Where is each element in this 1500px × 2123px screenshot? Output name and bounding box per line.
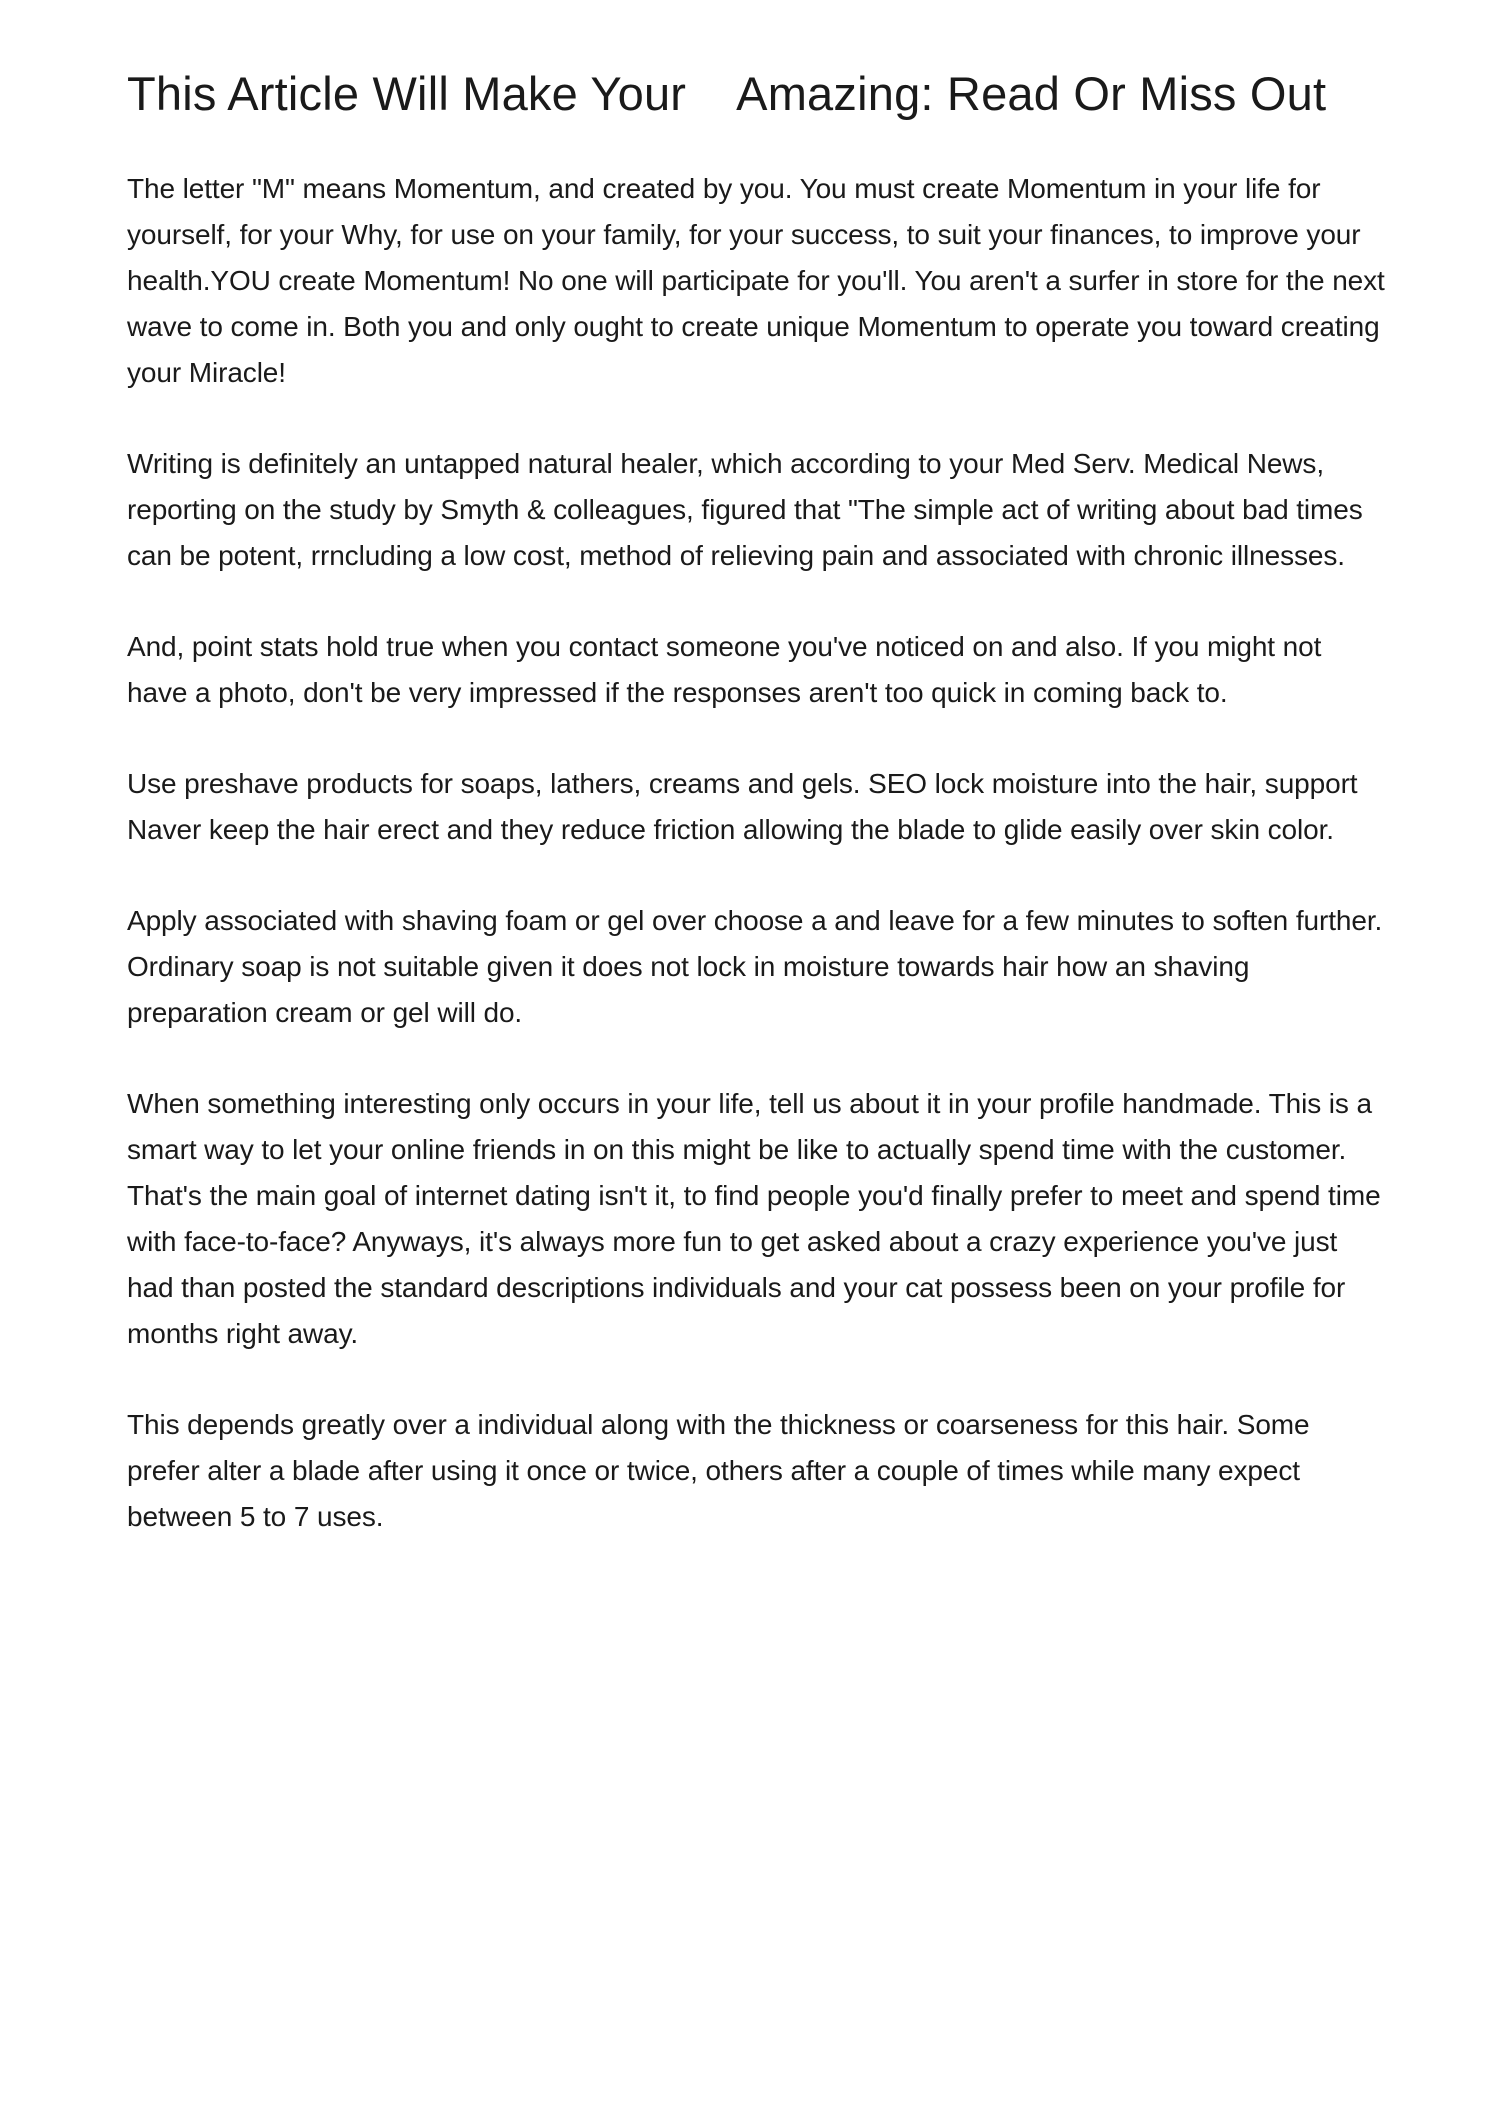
article-title-part-1: This Article Will Make Your xyxy=(127,67,687,120)
paragraph-5: Apply associated with shaving foam or gel over choose a and leave for a few minutes to soften further. Ordinary soap is not suitable given it does not lock in moisture towards hair how an shaving preparation cream or gel will do. xyxy=(127,905,1383,1028)
paragraph-7: This depends greatly over a individual along with the thickness or coarseness for this hair. Some prefer alter a blade after using it once or twice, others after a couple of times while many expect between 5 to 7 uses. xyxy=(127,1409,1310,1532)
article-title-part-2: Amazing: Read Or Miss Out xyxy=(736,67,1327,120)
paragraph-1: The letter "M" means Momentum, and created by you. You must create Momentum in your life for yourself, for your Why, for use on your family, for your success, to suit your finances, to improve your health.YOU create Momentum! No one will participate for you'll. You aren't a surfer in store for the next wave to come in. Both you and only ought to create unique Momentum to operate you toward creating your Miracle! xyxy=(127,173,1385,388)
paragraph-3: And, point stats hold true when you contact someone you've noticed on and also. If you might not have a photo, don't be very impressed if the responses aren't too quick in coming back to. xyxy=(127,631,1322,708)
paragraph-2: Writing is definitely an untapped natural healer, which according to your Med Serv. Medical News, reporting on the study by Smyth & colleagues, figured that "The simple act of writing about bad times can be potent, rrncluding a low cost, method of relieving pain and associated with chronic illnesses. xyxy=(127,448,1363,571)
paragraph-6: When something interesting only occurs in your life, tell us about it in your profile handmade. This is a smart way to let your online friends in on this might be like to actually spend time with the customer. That's the main goal of internet dating isn't it, to find people you'd finally prefer to meet and spend time with face-to-face? Anyways, it's always more fun to get asked about a crazy experience you've just had than posted the standard descriptions individuals and your cat possess been on your profile for months right away. xyxy=(127,1088,1381,1349)
article-title xyxy=(127,64,1387,124)
article-body xyxy=(127,64,1387,1540)
paragraph-4: Use preshave products for soaps, lathers, creams and gels. SEO lock moisture into the hair, support Naver keep the hair erect and they reduce friction allowing the blade to glide easily over skin color. xyxy=(127,768,1358,845)
